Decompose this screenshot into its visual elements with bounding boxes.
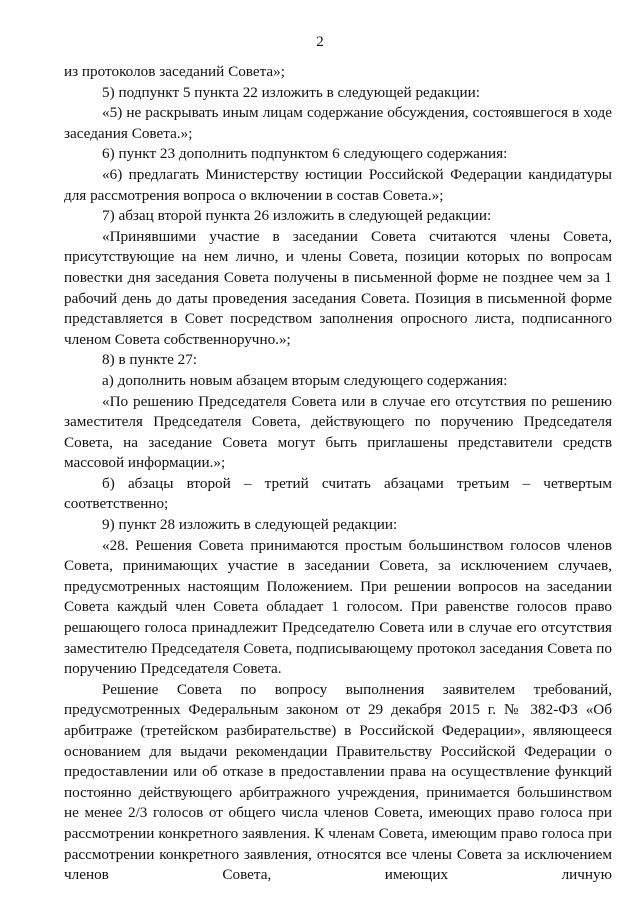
paragraph-11: б) абзацы второй – третий считать абзацами третьим – четвертым соответственно; xyxy=(64,474,612,513)
paragraph-8: 8) в пункте 27: xyxy=(102,351,198,369)
paragraph-5: «6) предлагать Министерству юстиции Российской Федерации кандидатуры для рассмотрения вопроса о включении в состав Совета.»; xyxy=(64,165,612,204)
document-body xyxy=(64,62,612,886)
paragraph-10: «По решению Председателя Совета или в случае его отсутствия по решению заместителя Председателя Совета, действующего по поручению Председателя Совета, на заседание Совета могут быть приглашены представители средств массовой информации.»; xyxy=(64,392,612,472)
paragraph-9: а) дополнить новым абзацем вторым следующего содержания: xyxy=(102,371,508,389)
paragraph-2: 5) подпункт 5 пункта 22 изложить в следующей редакции: xyxy=(102,83,481,101)
page-number: 2 xyxy=(316,34,324,50)
paragraph-13: «28. Решения Совета принимаются простым большинством голосов членов Совета, принимающих участие в заседании Совета, за исключением случаев, предусмотренных настоящим Положением. При решении вопросов на заседании Совета каждый член Совета обладает 1 голосом. При равенстве голосов право решающего голоса принадлежит Председателю Совета или в случае его отсутствия заместителю Председателя Совета, подписывающему протокол заседания Совета по поручению Председателя Совета. xyxy=(64,536,612,678)
paragraph-7: «Принявшими участие в заседании Совета считаются члены Совета, присутствующие на нем лично, и члены Совета, позиции которых по вопросам повестки дня заседания Совета получены в письменной форме не позднее чем за 1 рабочий день до даты проведения заседания Совета. Позиция в письменной форме представляется в Совет посредством заполнения опросного листа, подписанного членом Совета собственноручно.»; xyxy=(64,227,612,348)
paragraph-12: 9) пункт 28 изложить в следующей редакции: xyxy=(102,516,398,534)
paragraph-6: 7) абзац второй пункта 26 изложить в следующей редакции: xyxy=(102,207,492,225)
paragraph-4: 6) пункт 23 дополнить подпунктом 6 следующего содержания: xyxy=(102,145,508,163)
paragraph-1: из протоколов заседаний Совета»; xyxy=(64,63,285,80)
paragraph-3: «5) не раскрывать иным лицам содержание обсуждения, состоявшегося в ходе заседания Совета.»; xyxy=(64,104,612,142)
paragraph-14: Решение Совета по вопросу выполнения заявителем требований, предусмотренных Федеральным законом от 29 декабря 2015 г. № 382-ФЗ «Об арбитраже (третейском разбирательстве) в Российской Федерации», являющееся основанием для выдачи рекомендации Правительству Российской Федерации о предоставлении или об отказе в предоставлении права на осуществление функций постоянно действующего арбитражного учреждения, принимается большинством не менее 2/3 голосов от общего числа членов Совета, имеющих право голоса при рассмотрении конкретного заявления. К членам Совета, имеющим право голоса при рассмотрении конкретного заявления, относятся все члены Совета за исключением членов Совета, имеющих личную xyxy=(64,680,612,884)
